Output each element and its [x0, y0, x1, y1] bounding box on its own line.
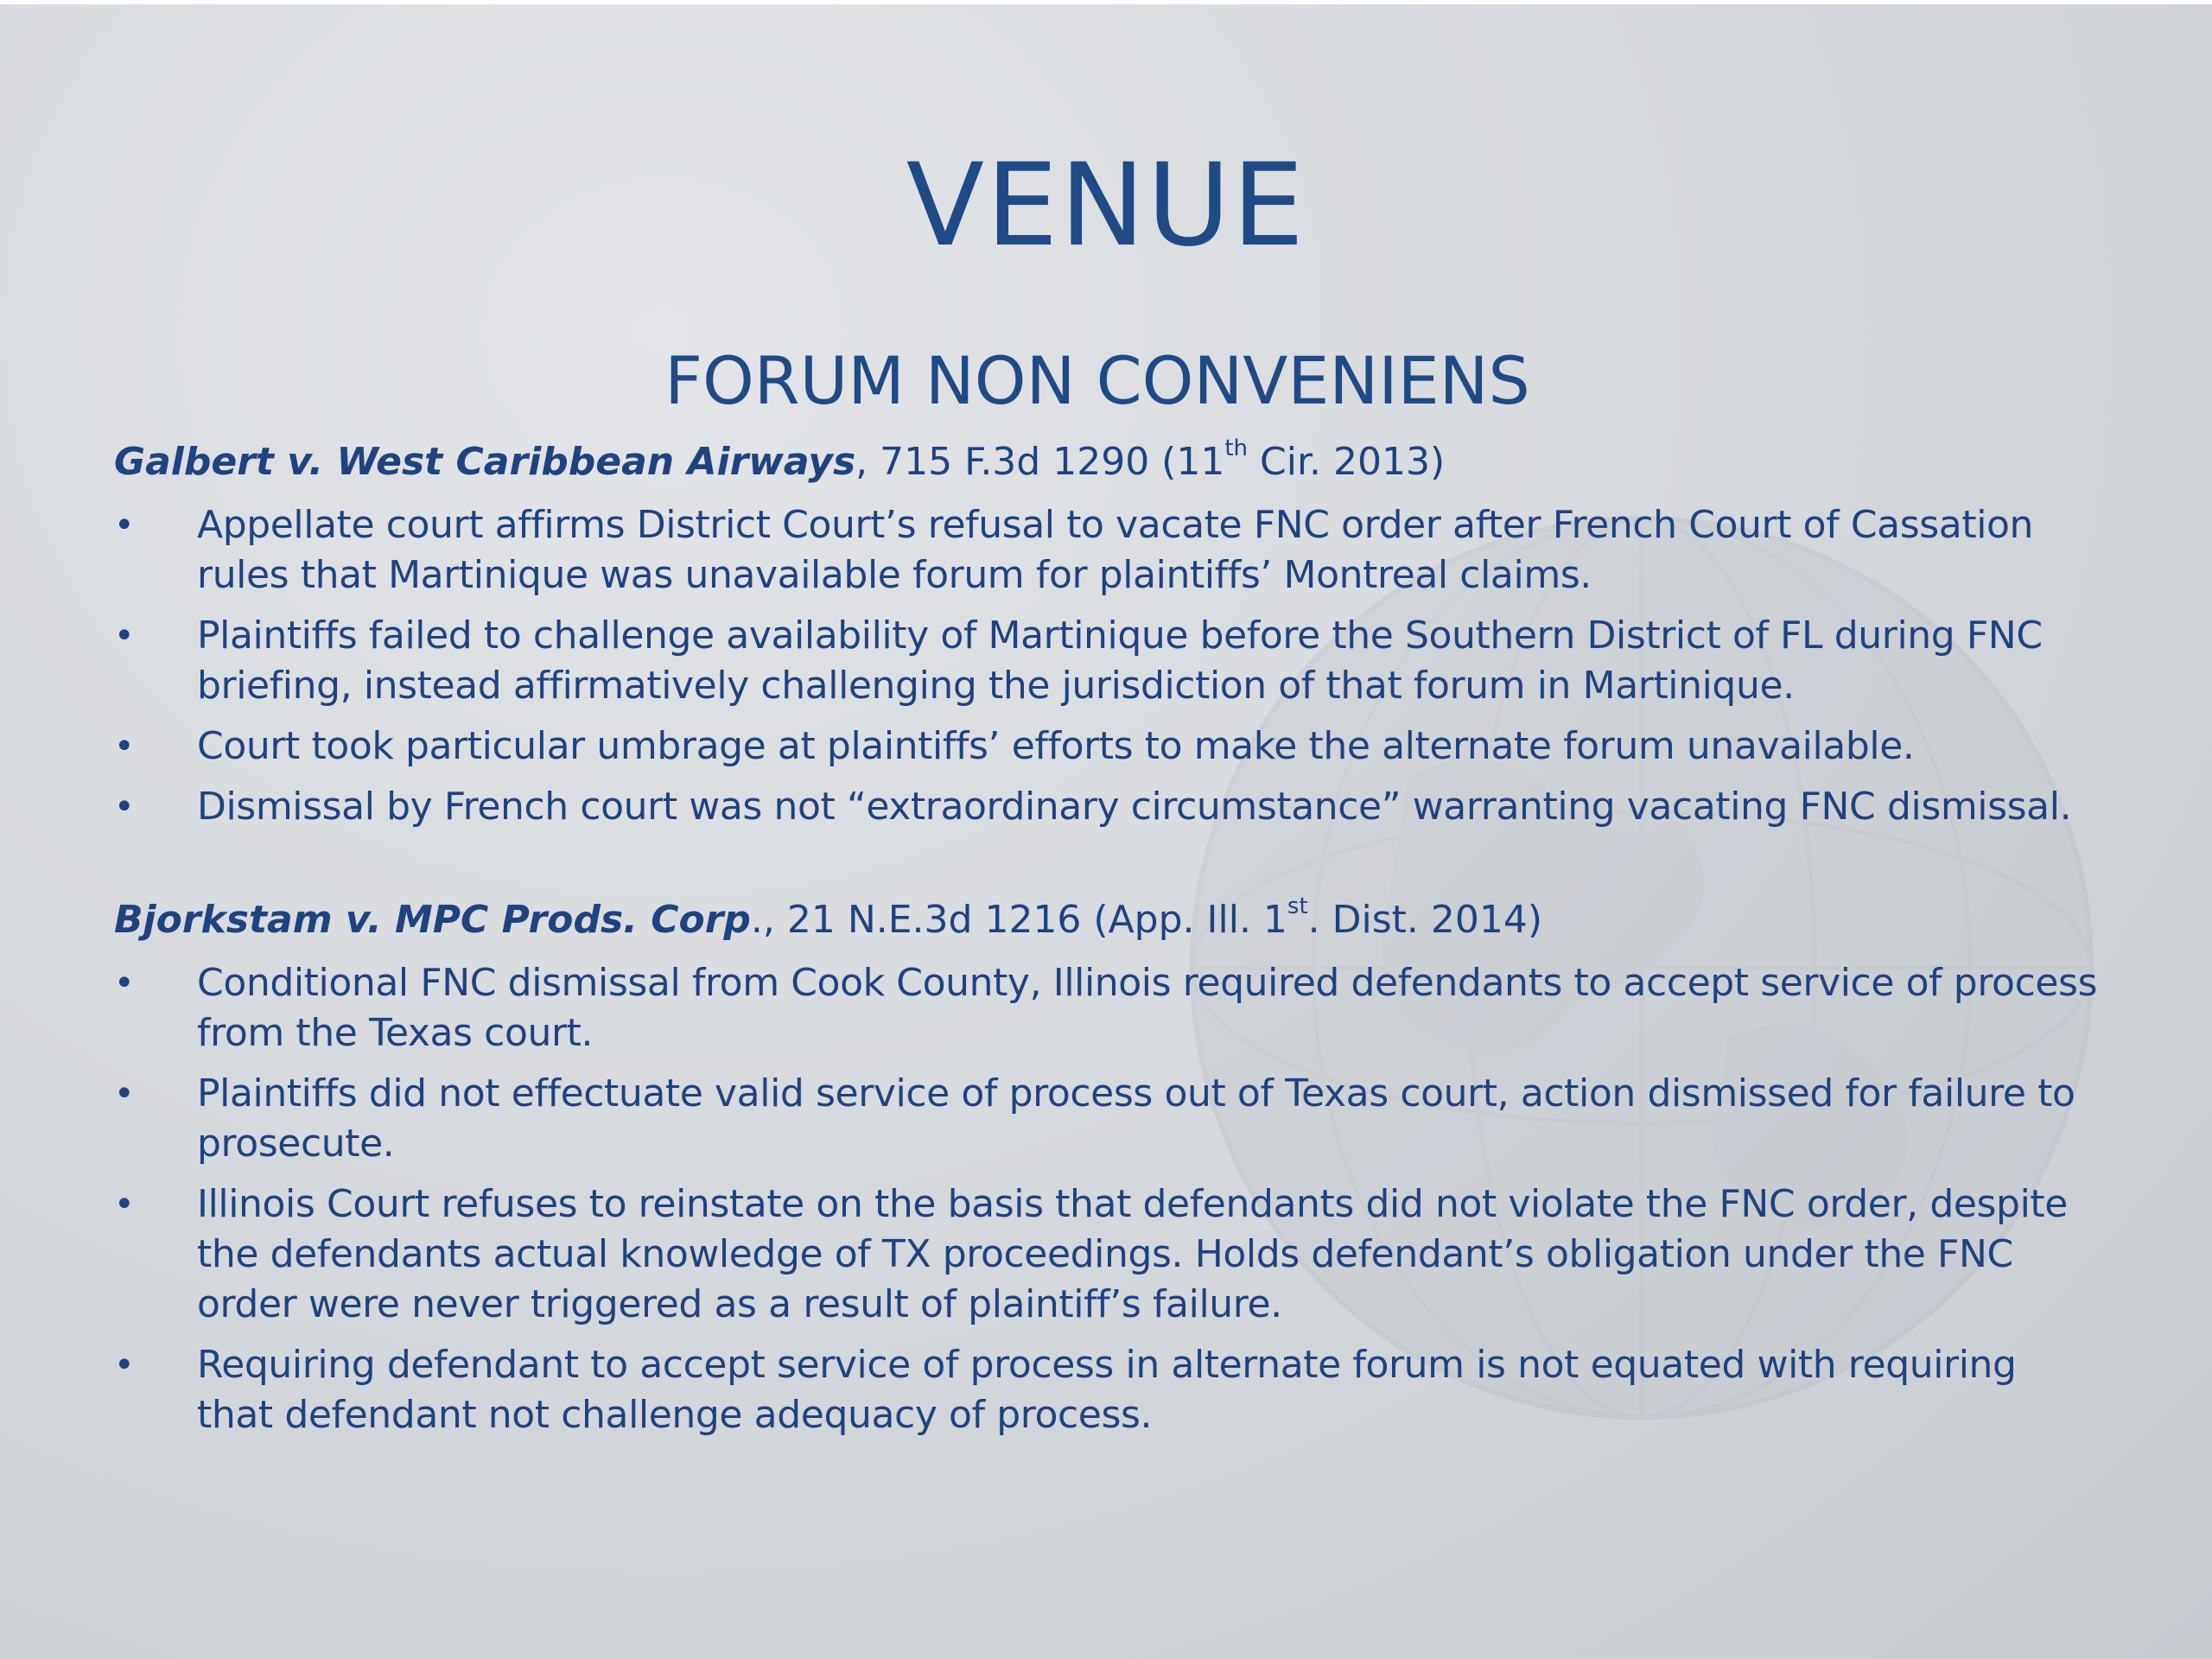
list-item [114, 782, 2101, 832]
bullet-text: Illinois Court refuses to reinstate on the basis that defendants did not violate the FNC order, despite the defendants actual knowledge of TX proceedings. Holds defendant’s obligation under the FNC order were never triggered as a result of plaintiff’s failure. [197, 1182, 2068, 1326]
case-name: Galbert v. West Caribbean Airways [114, 440, 856, 484]
case-galbert [114, 435, 2101, 832]
bullet-icon: • [114, 727, 135, 766]
list-item [114, 958, 2101, 1058]
case-heading [114, 435, 2101, 490]
case-bjorkstam [114, 893, 2101, 1440]
bullet-icon: • [114, 616, 135, 656]
case-bullet-list [114, 500, 2101, 832]
case-name: Bjorkstam v. MPC Prods. Corp [114, 898, 751, 942]
case-citation-end: Cir. 2013) [1248, 440, 1446, 484]
citation-superscript: th [1224, 435, 1249, 462]
list-item [114, 721, 2101, 772]
slide-subtitle: FORUM NON CONVENIENS [664, 342, 1530, 419]
bullet-text: Appellate court affirms District Court’s refusal to vacate FNC order after French Court of Cassation rules that Martinique was unavailable forum for plaintiffs’ Montreal claims. [197, 503, 2034, 597]
list-item [114, 1069, 2101, 1169]
slide-title: VENUE [906, 139, 1306, 272]
bullet-text: Plaintiffs failed to challenge availability of Martinique before the Southern District of FL during FNC briefing, instead affirmatively challenging the jurisdiction of that forum in Martinique. [197, 613, 2043, 708]
case-heading [114, 893, 2101, 948]
bullet-text: Requiring defendant to accept service of process in alternate forum is not equated with requiring that defendant not challenge adequacy of process. [197, 1343, 2017, 1437]
bullet-icon: • [114, 963, 135, 1003]
bullet-text: Court took particular umbrage at plaintiffs’ efforts to make the alternate forum unavailable. [197, 724, 1915, 768]
bullet-icon: • [114, 1074, 135, 1114]
bullet-icon: • [114, 1345, 135, 1385]
bullet-icon: • [114, 1185, 135, 1224]
case-bullet-list [114, 958, 2101, 1440]
list-item [114, 611, 2101, 711]
bullet-icon: • [114, 505, 135, 545]
citation-superscript: st [1287, 893, 1308, 920]
bullet-icon: • [114, 787, 135, 827]
case-citation: , 715 F.3d 1290 (11 [855, 440, 1225, 484]
case-spacer [114, 832, 2101, 893]
list-item [114, 1179, 2101, 1330]
case-citation-end: . Dist. 2014) [1307, 898, 1543, 942]
bullet-text: Plaintiffs did not effectuate valid service of process out of Texas court, action dismissed for failure to prosecute. [197, 1071, 2075, 1166]
case-citation: ., 21 N.E.3d 1216 (App. Ill. 1 [750, 898, 1287, 942]
slide-body [114, 435, 2101, 1440]
bullet-text: Conditional FNC dismissal from Cook County, Illinois required defendants to accept service of process from the Texas court. [197, 961, 2098, 1055]
list-item [114, 500, 2101, 601]
list-item [114, 1340, 2101, 1440]
bullet-text: Dismissal by French court was not “extraordinary circumstance” warranting vacating FNC dismissal. [197, 785, 2072, 829]
